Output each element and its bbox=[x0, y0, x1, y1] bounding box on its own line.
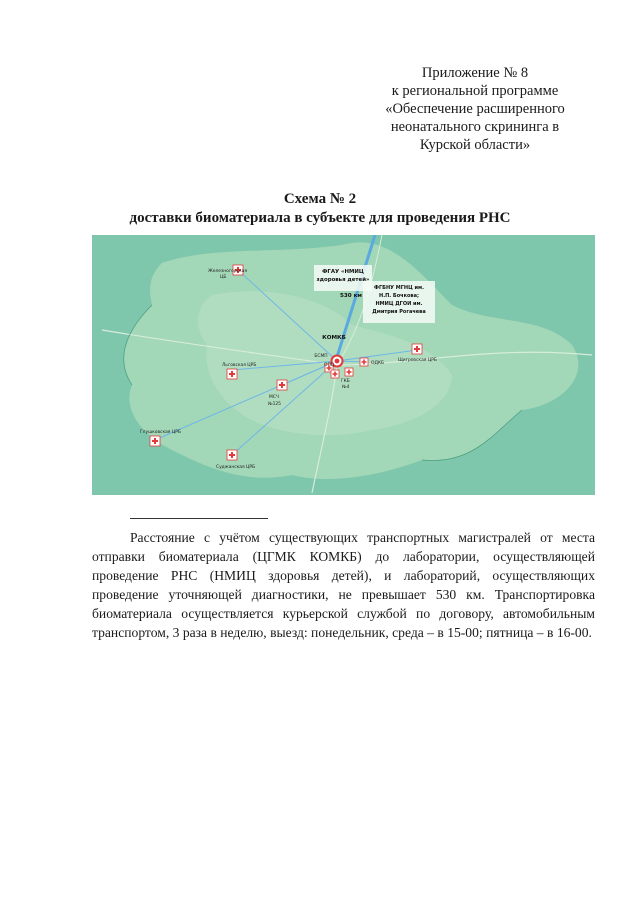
hub-sub-label: БСМП bbox=[314, 354, 328, 359]
scheme-title: Схема № 2 bbox=[283, 191, 357, 207]
point-label: ОПЦ bbox=[324, 363, 335, 368]
hospital-pin-icon bbox=[277, 380, 287, 390]
scheme-subtitle: доставки биоматериала в субъекте для проведения РНС bbox=[129, 210, 511, 226]
point-label: ОДКБ bbox=[371, 361, 385, 366]
hospital-pin-icon bbox=[360, 358, 368, 366]
lab-moscow-2-line: Н.П. Бочкова; bbox=[379, 293, 419, 299]
point-label: Льговская ЦРБ bbox=[222, 363, 257, 368]
delivery-map bbox=[92, 235, 595, 495]
point-label: Суджанская ЦРБ bbox=[216, 465, 256, 470]
map-canvas bbox=[92, 235, 595, 495]
scheme-title-block bbox=[0, 190, 640, 228]
point-label: Железногорская bbox=[208, 269, 248, 274]
point-label: ЦБ bbox=[220, 275, 227, 280]
lab-moscow-1-line: здоровья детей» bbox=[316, 277, 370, 283]
footnote-rule bbox=[130, 518, 268, 519]
lab-moscow-1-line: ФГАУ «НМИЦ bbox=[322, 269, 364, 275]
lab-moscow-2-line: НМИЦ ДГОИ им. bbox=[375, 301, 423, 307]
hospital-pin-icon bbox=[227, 369, 237, 379]
hospital-pin-icon bbox=[345, 368, 353, 376]
lab-moscow-2-line: ФГБНУ МГНЦ им. bbox=[374, 285, 424, 291]
lab-distance: 530 км bbox=[340, 293, 362, 299]
body-paragraph: Расстояние с учётом существующих транспортных магистралей от места отправки биоматериала (ЦГМК КОМКБ) до лаборатории, осуществляющей проведение РНС (НМИЦ здоровья детей), и лабораторий, осуществляющих проведение уточняющей диагностики, не превышает 530 км. Транспортировка биоматериала осуществляется курьерской службой по договору, автомобильным транспортом, 3 раза в неделю, выезд: понедельник, среда – в 15-00; пятница – в 16-00. bbox=[92, 530, 595, 640]
point-label: МСЧ bbox=[269, 395, 279, 400]
point-label: Щигровская ЦРБ bbox=[398, 358, 437, 363]
hospital-pin-icon bbox=[150, 436, 160, 446]
hospital-pin-icon bbox=[227, 450, 237, 460]
point-label: ГКБ bbox=[341, 379, 350, 384]
appendix-line: неонатального скрининга в bbox=[390, 119, 560, 135]
appendix-header bbox=[360, 64, 590, 154]
hub-label: КОМКБ bbox=[322, 335, 346, 341]
point-label: №125 bbox=[268, 402, 281, 407]
point-label: №4 bbox=[342, 385, 350, 390]
point-label: Глушковская ЦРБ bbox=[140, 430, 181, 435]
appendix-line: «Обеспечение расширенного bbox=[385, 101, 565, 117]
appendix-line: к региональной программе bbox=[391, 83, 559, 99]
appendix-line: Курской области» bbox=[419, 137, 531, 153]
hospital-pin-icon bbox=[412, 344, 422, 354]
lab-moscow-2-line: Дмитрия Рогачева bbox=[372, 309, 426, 315]
appendix-line: Приложение № 8 bbox=[421, 65, 529, 81]
hospital-pin-icon bbox=[331, 370, 339, 378]
